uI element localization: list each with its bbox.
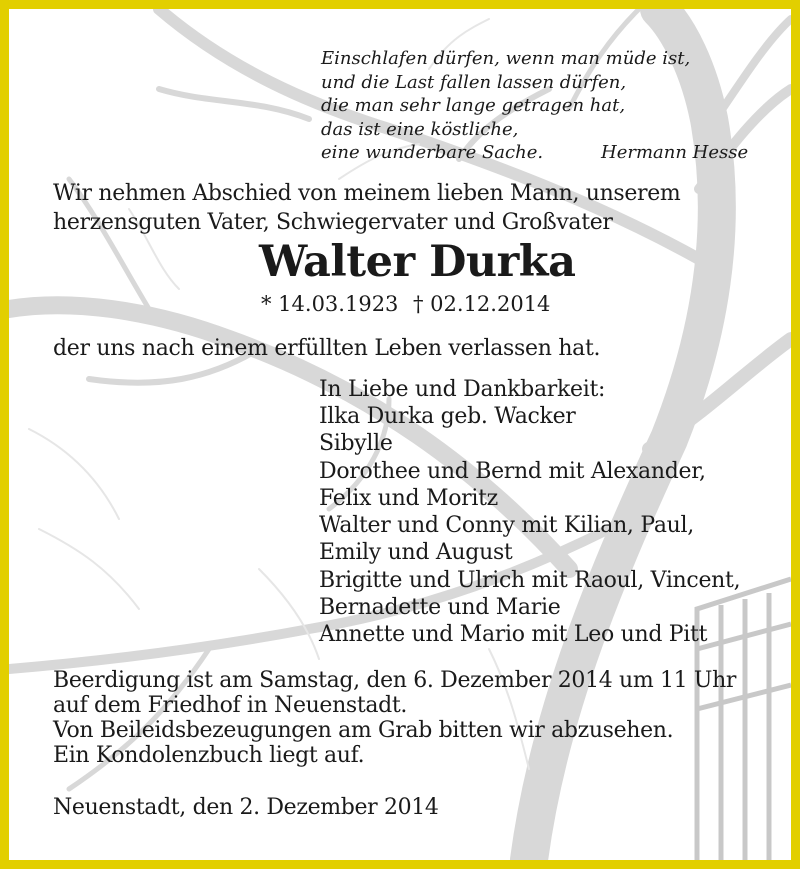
mourner-line: Walter und Conny mit Kilian, Paul, [319,513,694,538]
poem-line: Einschlafen dürfen, wenn man müde ist, [321,48,691,69]
funeral-line: Beerdigung ist am Samstag, den 6. Dezember 2014 um 11 Uhr [53,668,737,693]
mourner-line: Sibylle [319,431,393,456]
mourner-line: In Liebe und Dankbarkeit: [319,377,606,402]
mourner-line: Felix und Moritz [319,486,498,511]
deceased-name: Walter Durka [259,237,576,287]
death-date: † 02.12.2014 [413,292,551,316]
mourner-line: Emily und August [319,540,513,565]
funeral-line: Von Beileidsbezeugungen am Grab bitten wir abzusehen. [53,718,674,743]
poem-line: und die Last fallen lassen dürfen, [321,71,627,93]
intro-line: herzensguten Vater, Schwiegervater und Großvater [53,210,613,235]
farewell-line: der uns nach einem erfüllten Leben verlassen hat. [53,336,601,361]
place-date: Neuenstadt, den 2. Dezember 2014 [53,795,439,820]
poem-line: das ist eine köstliche, [321,118,519,140]
funeral-line: Ein Kondolenzbuch liegt auf. [53,743,365,768]
mourner-line: Brigitte und Ulrich mit Raoul, Vincent, [319,568,741,593]
mourner-line: Dorothee und Bernd mit Alexander, [319,459,706,484]
poem-line: eine wunderbare Sache. [321,142,544,163]
mourner-line: Bernadette und Marie [319,595,561,620]
mourner-line: Ilka Durka geb. Wacker [319,404,576,429]
mourner-line: Annette und Mario mit Leo und Pitt [319,622,708,647]
poem-line: die man sehr lange getragen hat, [321,95,626,116]
poem-author: Hermann Hesse [601,142,749,163]
funeral-line: auf dem Friedhof in Neuenstadt. [53,693,407,718]
birth-date: * 14.03.1923 [261,292,399,316]
intro-line: Wir nehmen Abschied von meinem lieben Mann, unserem [53,181,681,206]
